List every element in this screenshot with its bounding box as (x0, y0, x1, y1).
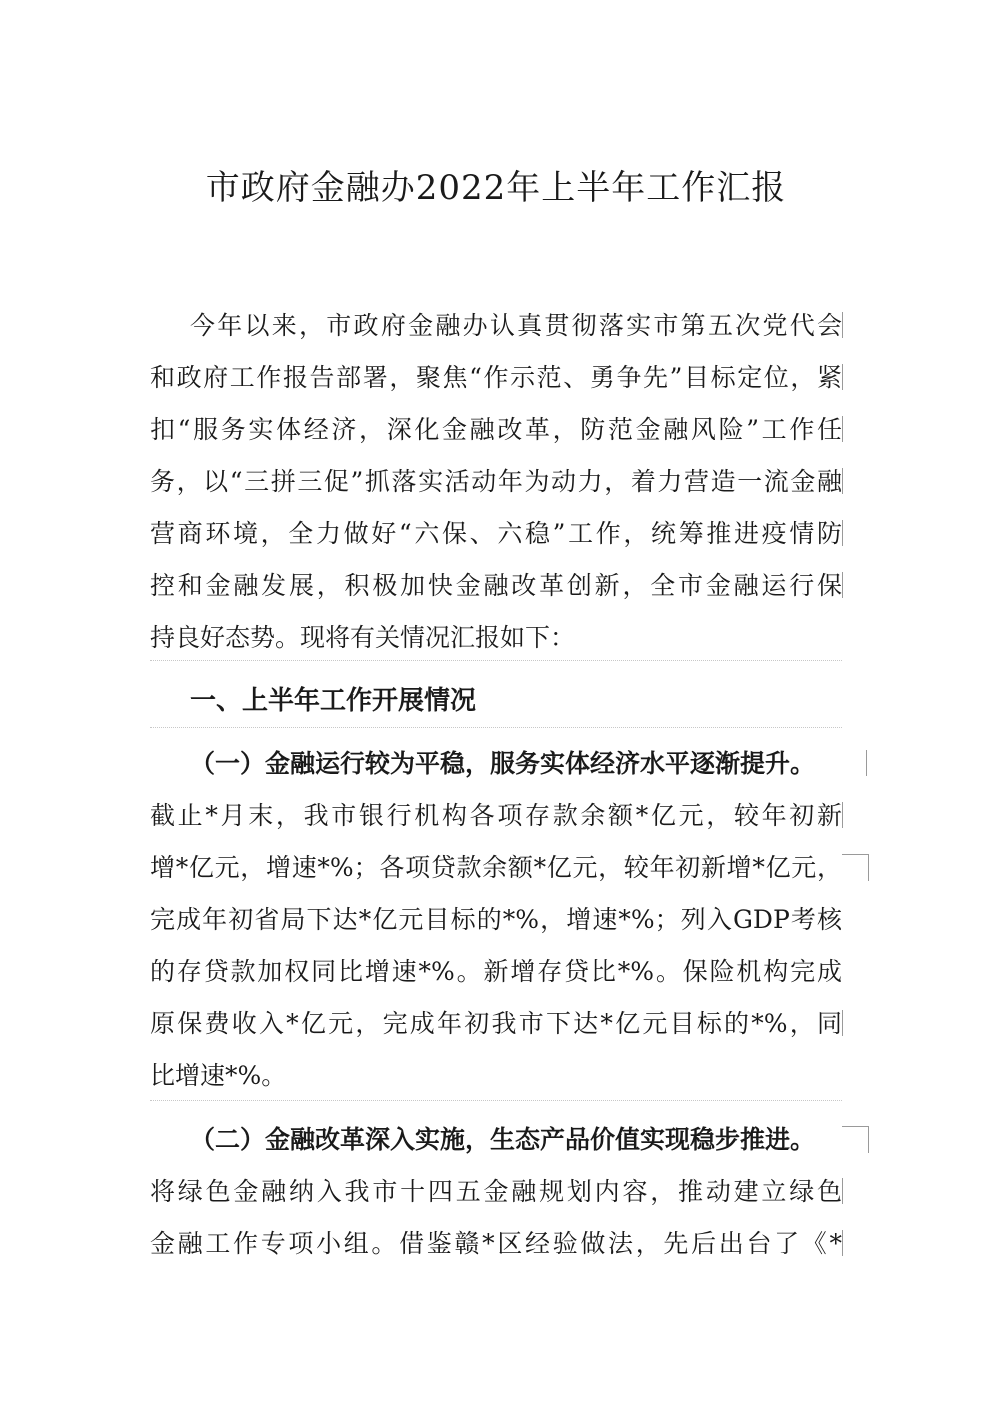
revision-mark (842, 854, 869, 881)
paragraph-line: 营商环境，全力做好“六保、六稳”工作，统筹推进疫情防 (150, 519, 842, 548)
paragraph-line: 金融工作专项小组。借鉴赣*区经验做法，先后出台了《* (150, 1229, 842, 1258)
section-one (150, 738, 842, 1102)
paragraph-line: 和政府工作报告部署，聚焦“作示范、勇争先”目标定位，紧 (150, 363, 842, 392)
paragraph-line: 将绿色金融纳入我市十四五金融规划内容，推动建立绿色 (150, 1177, 842, 1206)
section-heading: 一、上半年工作开展情况 (190, 686, 477, 716)
revision-mark (842, 1126, 869, 1153)
subsection-heading: （一）金融运行较为平稳，服务实体经济水平逐渐提升。 (190, 749, 816, 778)
intro-paragraph (150, 300, 842, 664)
dotted-separator (150, 727, 842, 728)
paragraph-line: 持良好态势。现将有关情况汇报如下： (150, 623, 576, 652)
revision-mark (866, 750, 867, 776)
paragraph-line: 务，以“三拼三促”抓落实活动年为动力，着力营造一流金融 (150, 467, 842, 496)
revision-mark (842, 416, 843, 442)
revision-mark (842, 312, 843, 338)
dotted-separator (150, 660, 842, 661)
paragraph-line: 原保费收入*亿元，完成年初我市下达*亿元目标的*%，同 (150, 1009, 842, 1038)
dotted-separator (150, 1100, 842, 1101)
revision-mark (842, 1178, 843, 1204)
revision-mark (842, 1230, 843, 1256)
paragraph-line: 今年以来，市政府金融办认真贯彻落实市第五次党代会 (190, 311, 842, 340)
revision-mark (842, 572, 843, 598)
paragraph-line: 控和金融发展，积极加快金融改革创新，全市金融运行保 (150, 571, 842, 600)
revision-mark (842, 802, 843, 828)
paragraph-line: 增*亿元，增速*%；各项贷款余额*亿元，较年初新增*亿元， (150, 853, 842, 882)
paragraph-line: 扣“服务实体经济，深化金融改革，防范金融风险”工作任 (150, 415, 842, 444)
revision-mark (842, 468, 843, 494)
paragraph-line: 比增速*%。 (150, 1061, 287, 1090)
paragraph-line: 完成年初省局下达*亿元目标的*%，增速*%；列入GDP考核 (150, 905, 842, 934)
document-title: 市政府金融办2022年上半年工作汇报 (205, 168, 787, 208)
paragraph-line: 的存贷款加权同比增速*%。新增存贷比*%。保险机构完成 (150, 957, 842, 986)
revision-mark (842, 1010, 843, 1036)
section-two (150, 1114, 842, 1270)
revision-mark (842, 520, 843, 546)
revision-mark (842, 364, 843, 390)
subsection-heading: （二）金融改革深入实施，生态产品价值实现稳步推进。 (190, 1125, 816, 1154)
paragraph-line: 截止*月末，我市银行机构各项存款余额*亿元，较年初新 (150, 801, 842, 830)
